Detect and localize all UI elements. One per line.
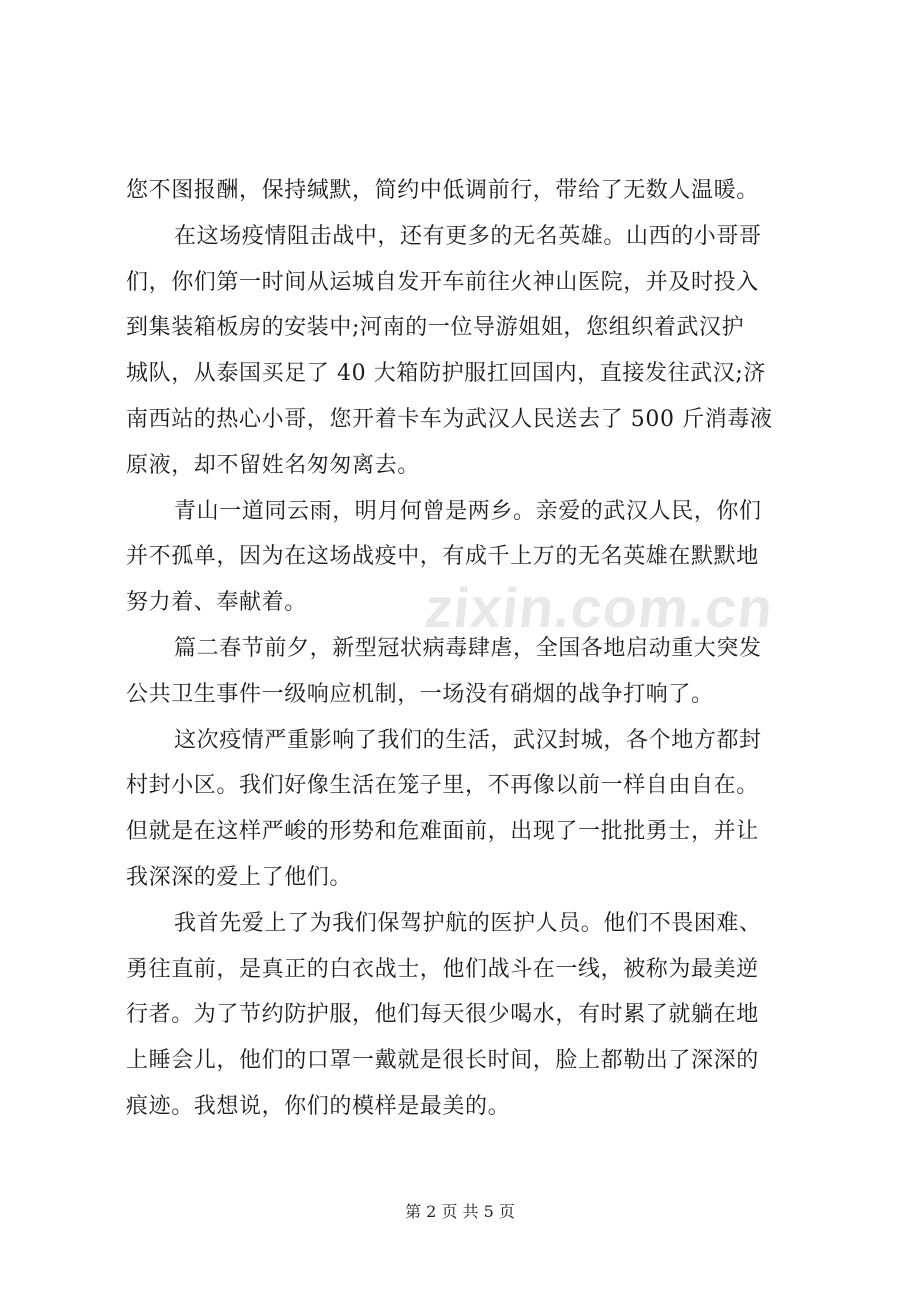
text-line: 我首先爱上了为我们保驾护航的医护人员。他们不畏困难、	[174, 910, 762, 936]
text-line: 公共卫生事件一级响应机制，一场没有硝烟的战争打响了。	[126, 681, 714, 707]
text-line: 在这场疫情阻击战中，还有更多的无名英雄。山西的小哥哥	[174, 223, 762, 249]
text-line: 行者。为了节约防护服，他们每天很少喝水，有时累了就躺在地	[126, 1002, 759, 1028]
page-footer: 第 2 页 共 5 页	[405, 1202, 515, 1221]
document-body	[126, 168, 816, 1130]
text-line: 但就是在这样严峻的形势和危难面前，出现了一批批勇士，并让	[126, 819, 759, 845]
text-line: 努力着、奉献着。	[126, 590, 307, 616]
text-line: 村封小区。我们好像生活在笼子里，不再像以前一样自由自在。	[126, 773, 759, 799]
text-line: 上睡会儿，他们的口罩一戴就是很长时间，脸上都勒出了深深的	[126, 1048, 759, 1074]
text-line: 痕迹。我想说，你们的模样是最美的。	[126, 1093, 511, 1119]
text-line: 篇二春节前夕，新型冠状病毒肆虐，全国各地启动重大突发	[174, 635, 762, 661]
text-line: 到集装箱板房的安装中;河南的一位导游姐姐，您组织着武汉护	[126, 315, 745, 341]
text-line: 勇往直前，是真正的白衣战士，他们战斗在一线，被称为最美逆	[126, 956, 759, 982]
text-line: 我深深的爱上了他们。	[126, 864, 353, 890]
text-line: 南西站的热心小哥，您开着卡车为武汉人民送去了 500 斤消毒液	[126, 406, 773, 432]
text-line: 并不孤单，因为在这场战疫中，有成千上万的无名英雄在默默地	[126, 544, 759, 570]
watermark: zixin.com.cn	[421, 576, 777, 639]
text-line: 城队，从泰国买足了 40 大箱防护服扛回国内，直接发往武汉;济	[126, 361, 766, 387]
text-line: 原液，却不留姓名匆匆离去。	[126, 452, 420, 478]
text-line: 们，你们第一时间从运城自发开车前往火神山医院，并及时投入	[126, 269, 759, 295]
text-line: 青山一道同云雨，明月何曾是两乡。亲爱的武汉人民，你们	[174, 498, 762, 524]
text-line: 您不图报酬，保持缄默，简约中低调前行，带给了无数人温暖。	[126, 178, 759, 203]
text-line: 这次疫情严重影响了我们的生活，武汉封城，各个地方都封	[174, 727, 762, 753]
